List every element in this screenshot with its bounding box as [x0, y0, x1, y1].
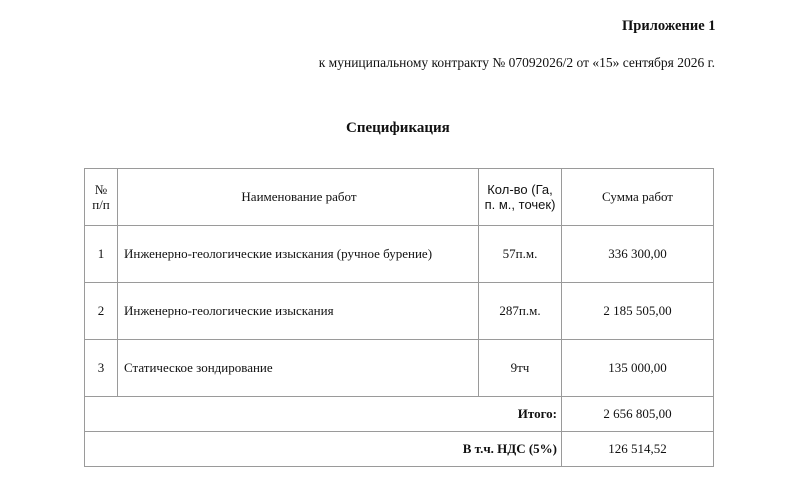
row-sum: 2 185 505,00 [562, 283, 714, 340]
contract-reference: к муниципальному контракту № 07092026/2 от «15» сентября 2026 г. [318, 55, 715, 70]
header-name: Наименование работ [118, 169, 479, 226]
table-row [85, 226, 714, 283]
row-num: 3 [85, 340, 118, 397]
row-sum: 135 000,00 [562, 340, 714, 397]
row-num: 2 [85, 283, 118, 340]
appendix-title: Приложение 1 [622, 18, 716, 34]
row-name: Инженерно-геологические изыскания [118, 283, 479, 340]
table-row [85, 340, 714, 397]
vat-value: 126 514,52 [562, 432, 714, 467]
table-header-row [85, 169, 714, 226]
total-label: Итого: [85, 397, 562, 432]
header-num: № п/п [85, 169, 118, 226]
vat-label: В т.ч. НДС (5%) [85, 432, 562, 467]
header-qty: Кол-во (Га, п. м., точек) [479, 169, 562, 226]
row-qty: 57п.м. [479, 226, 562, 283]
row-qty: 9тч [479, 340, 562, 397]
total-row [85, 397, 714, 432]
row-name: Инженерно-геологические изыскания (ручное бурение) [118, 226, 479, 283]
vat-row [85, 432, 714, 467]
row-qty: 287п.м. [479, 283, 562, 340]
row-num: 1 [85, 226, 118, 283]
table-row [85, 283, 714, 340]
specification-table [84, 168, 714, 467]
document-title: Спецификация [346, 120, 450, 136]
total-value: 2 656 805,00 [562, 397, 714, 432]
row-sum: 336 300,00 [562, 226, 714, 283]
header-sum: Сумма работ [562, 169, 714, 226]
row-name: Статическое зондирование [118, 340, 479, 397]
